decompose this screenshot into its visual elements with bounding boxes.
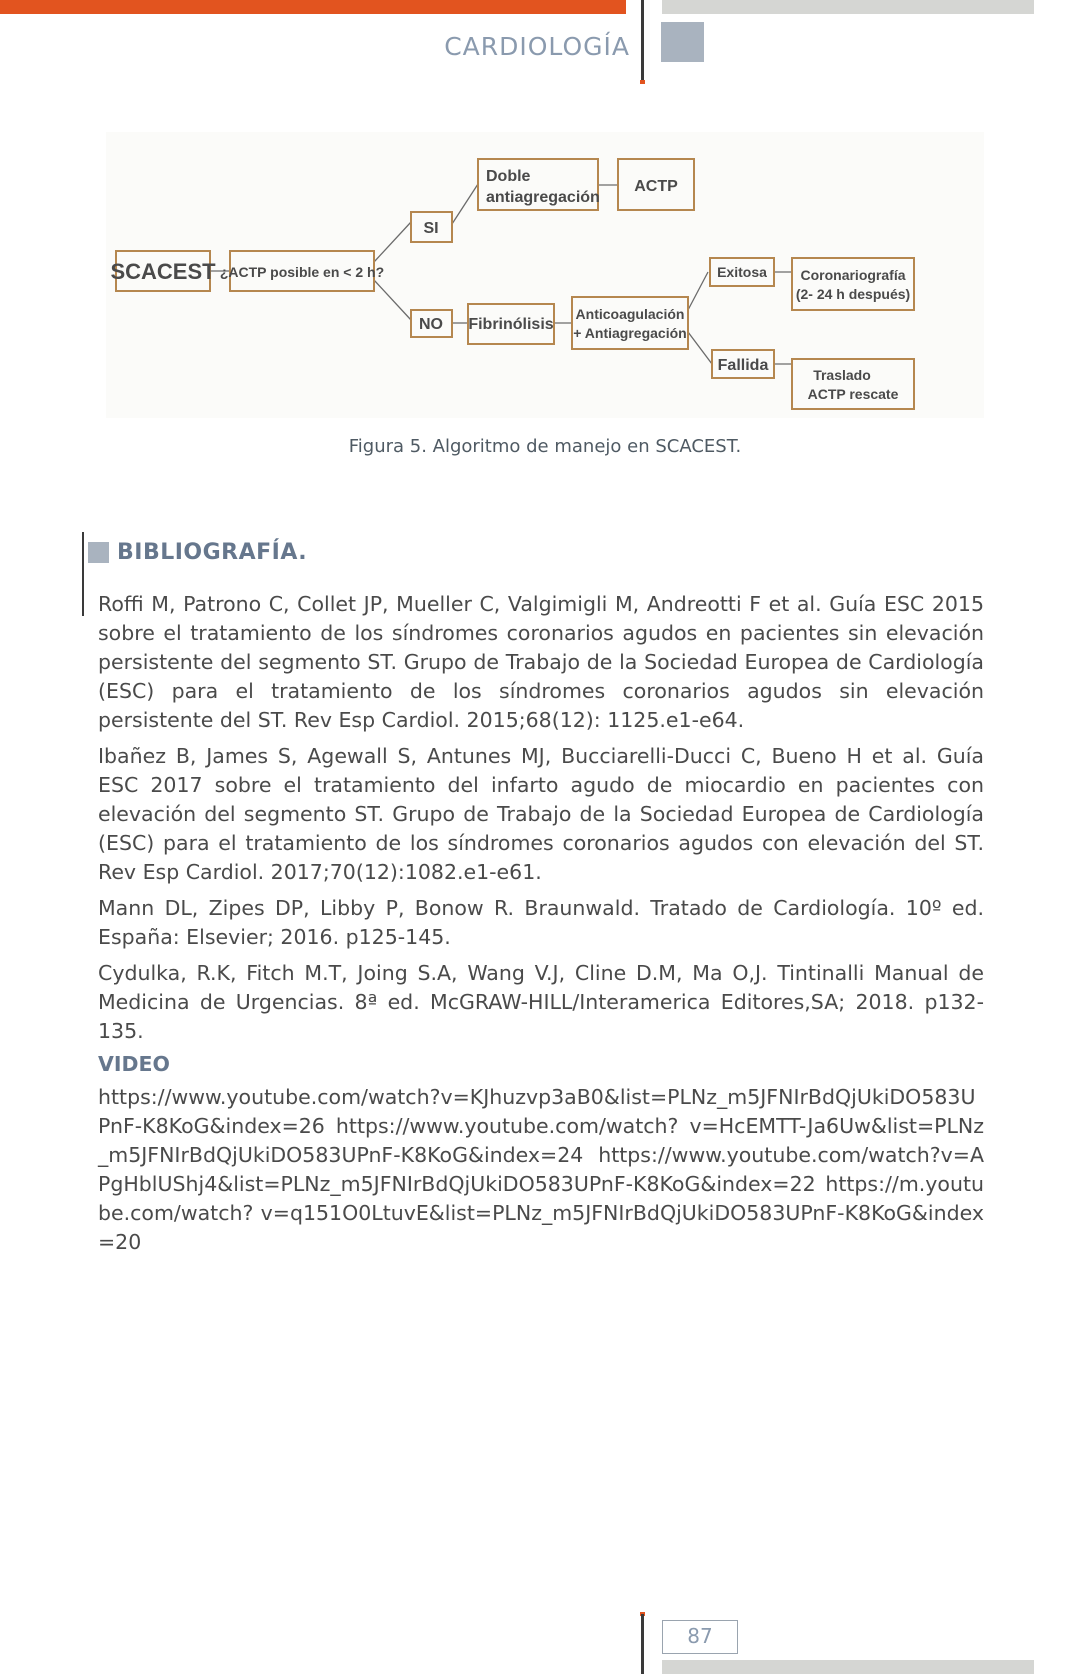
bibliography-title: BIBLIOGRAFÍA.	[117, 540, 308, 565]
reference-item: Mann DL, Zipes DP, Libby P, Bonow R. Braunwald. Tratado de Cardiología. 10º ed. España: Elsevier; 2016. p125-145.	[98, 896, 984, 949]
section-rule	[82, 532, 84, 616]
section-header-title: CARDIOLOGÍA	[444, 32, 630, 61]
node-actp	[618, 159, 694, 210]
video-heading: VIDEO	[98, 1052, 170, 1076]
node-scacest-label: SCACEST	[110, 259, 216, 284]
header-divider-accent	[640, 80, 645, 84]
node-no-label: NO	[419, 316, 443, 333]
node-anticoagulacion	[572, 297, 688, 349]
reference-item: Cydulka, R.K, Fitch M.T, Joing S.A, Wang V.J, Cline D.M, Ma O,J. Tintinalli Manual de Medicina de Urgencias. 8ª ed. McGRAW-HILL/Interamerica Editores,SA; 2018. p132-135.	[98, 961, 984, 1043]
node-doble-antiagregacion	[478, 159, 600, 210]
node-anticoag-line2: + Antiagregación	[573, 325, 687, 341]
reference-item: Ibañez B, James S, Agewall S, Antunes MJ, Bucciarelli-Ducci C, Bueno H et al. Guía ESC 2017 sobre el tratamiento del infarto agudo de miocardio en pacientes con elevación del segmento ST. Grupo de Trabajo de la Sociedad Europea de Cardiología (ESC) para el tratamiento de los síndromes coronarios agudos con elevación del ST. Rev Esp Cardiol. 2017;70(12):1082.e1-e61.	[98, 744, 984, 884]
footer-divider	[641, 1614, 644, 1674]
node-exitosa-label: Exitosa	[717, 264, 767, 280]
node-fallida-label: Fallida	[717, 357, 769, 374]
header-square	[661, 22, 704, 62]
node-exitosa	[710, 258, 774, 286]
flowchart	[106, 132, 984, 418]
node-no	[411, 310, 452, 337]
node-traslado-line1: Traslado	[813, 367, 871, 383]
reference-item: Roffi M, Patrono C, Collet JP, Mueller C, Valgimigli M, Andreotti F et al. Guía ESC 2015 sobre el tratamiento de los síndromes coronarios agudos en pacientes sin elevación persistente del segmento ST. Grupo de Trabajo de la Sociedad Europea de Cardiología (ESC) para el tratamiento de los síndromes coronarios agudos sin elevación persistente del ST. Rev Esp Cardiol. 2015;68(12): 1125.e1-e64.	[98, 592, 984, 732]
node-scacest	[110, 251, 216, 291]
node-traslado	[792, 359, 914, 409]
bibliography-list	[98, 590, 984, 1264]
header-grey-bar	[662, 0, 1034, 14]
node-traslado-line2: ACTP rescate	[807, 386, 899, 402]
header-orange-bar	[0, 0, 626, 14]
node-coronario-line1: Coronariografía	[800, 267, 906, 283]
header-divider	[641, 0, 644, 80]
node-question-label: ¿ACTP posible en < 2 h?	[219, 264, 385, 280]
node-actp-label: ACTP	[634, 178, 678, 195]
node-anticoag-line1: Anticoagulación	[575, 306, 685, 322]
figure-caption: Figura 5. Algoritmo de manejo en SCACEST.	[348, 436, 742, 457]
video-links[interactable]: https://www.youtube.com/watch?v=KJhuzvp3aB0&list=PLNz_m5JFNIrBdQjUkiDO583UPnF-K8KoG&index=26 https://www.youtube.com/watch? v=HcEMTT-Ja6Uw&list=PLNz_m5JFNIrBdQjUkiDO583UPnF-K8KoG&index=24 https://www.youtube.com/watch?v=APgHblUShj4&list=PLNz_m5JFNIrBdQjUkiDO583UPnF-K8KoG&index=22 https://m.youtube.com/watch? v=q151O0LtuvE&list=PLNz_m5JFNIrBdQjUkiDO583UPnF-K8KoG&index=20	[98, 1085, 984, 1254]
node-coronario-line2: (2- 24 h después)	[795, 286, 911, 302]
node-question	[220, 251, 384, 291]
footer-grey-bar	[662, 1660, 1034, 1674]
node-si-label: SI	[423, 220, 439, 237]
node-doble-line2: antiagregación	[486, 189, 600, 206]
node-doble-line1: Doble	[486, 168, 531, 185]
node-fallida	[712, 350, 774, 378]
node-fibrinolisis-label: Fibrinólisis	[468, 316, 554, 333]
node-coronariografia	[792, 258, 914, 310]
section-square	[88, 542, 109, 563]
node-fibrinolisis	[468, 304, 554, 344]
page-number: 87	[662, 1620, 738, 1654]
node-si	[411, 212, 452, 242]
